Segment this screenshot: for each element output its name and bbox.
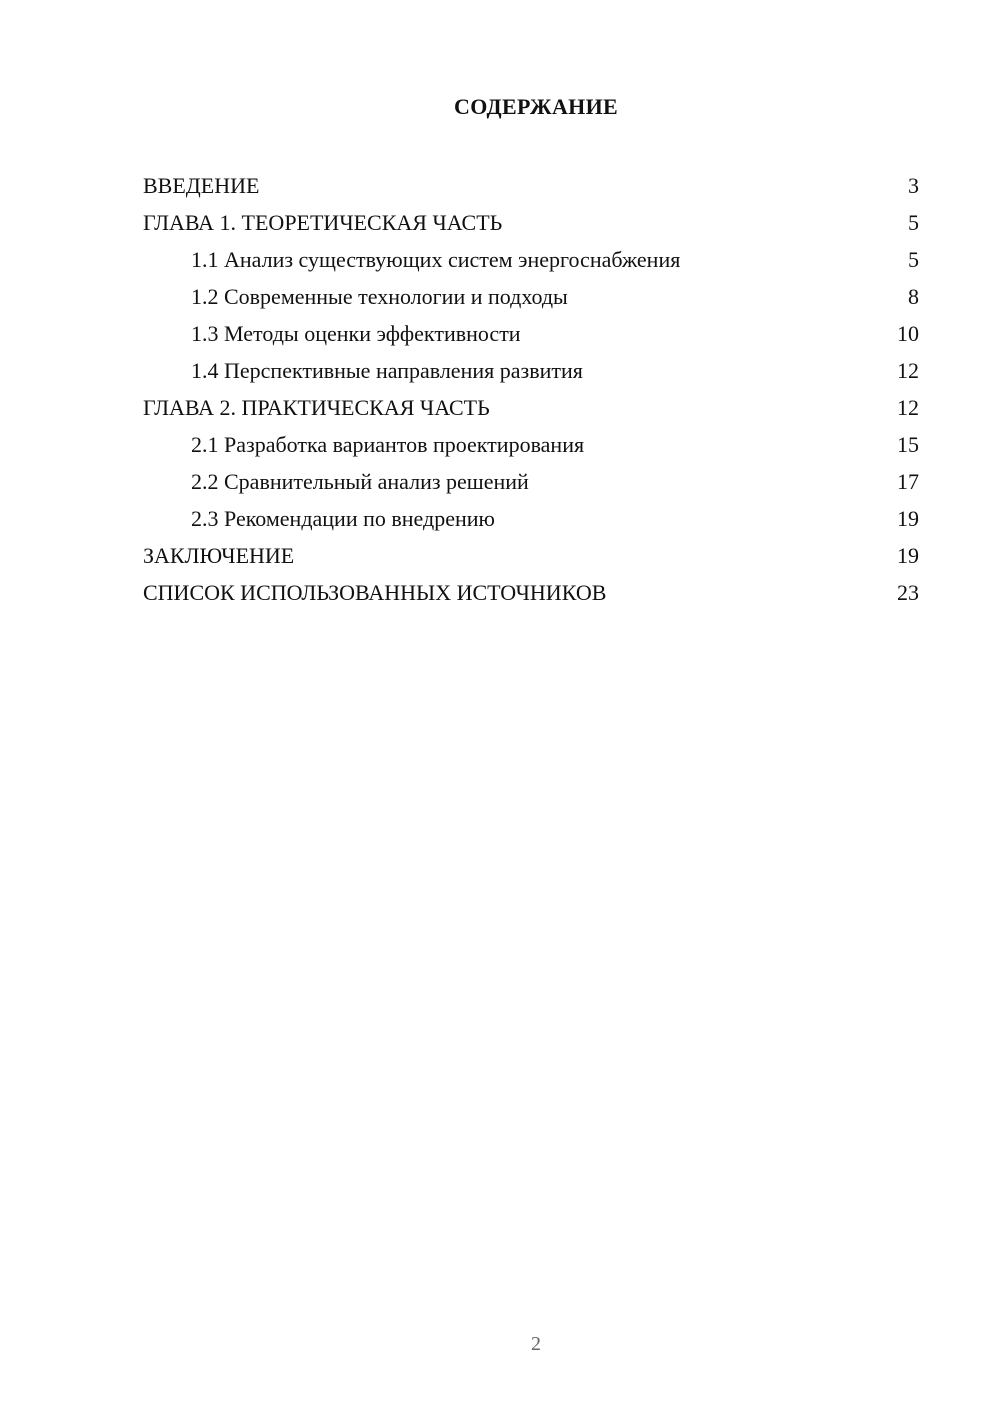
toc-entry-label: СПИСОК ИСПОЛЬЗОВАННЫХ ИСТОЧНИКОВ [143,580,607,605]
page-number: 2 [531,1333,541,1355]
toc-entry-label: 1.2 Современные технологии и подходы [191,284,568,309]
toc-entry-label: ГЛАВА 2. ПРАКТИЧЕСКАЯ ЧАСТЬ [143,395,490,420]
toc-entry-references [143,574,919,611]
toc-entry-conclusion [143,537,919,574]
toc-entry-page: 5 [908,210,919,235]
toc-entry-page: 17 [897,469,919,494]
toc-entry-page: 10 [897,321,919,346]
toc-entry-chapter-2 [143,389,919,426]
toc-entry-label: 2.3 Рекомендации по внедрению [191,506,495,531]
toc-entry-chapter-1 [143,204,919,241]
toc-entry-page: 15 [897,432,919,457]
toc-entry-page: 12 [897,395,919,420]
table-of-contents [143,167,919,611]
toc-entry-page: 23 [897,580,919,605]
toc-entry-label: 1.1 Анализ существующих систем энергоснабжения [191,247,681,272]
toc-entry-introduction [143,167,919,204]
toc-entry-label: 2.1 Разработка вариантов проектирования [191,432,585,457]
toc-entry-section-2-2 [143,463,919,500]
toc-entry-page: 19 [897,543,919,568]
toc-entry-page: 5 [908,247,919,272]
toc-entry-section-1-1 [143,241,919,278]
toc-entry-label: 1.4 Перспективные направления развития [191,358,583,383]
toc-entry-label: ВВЕДЕНИЕ [143,173,260,198]
toc-entry-section-1-2 [143,278,919,315]
toc-entry-label: ЗАКЛЮЧЕНИЕ [143,543,295,568]
toc-entry-page: 12 [897,358,919,383]
toc-entry-label: ГЛАВА 1. ТЕОРЕТИЧЕСКАЯ ЧАСТЬ [143,210,503,235]
toc-entry-page: 19 [897,506,919,531]
toc-entry-section-2-1 [143,426,919,463]
toc-entry-page: 3 [908,173,919,198]
toc-entry-label: 2.2 Сравнительный анализ решений [191,469,529,494]
toc-entry-section-1-3 [143,315,919,352]
page-title: СОДЕРЖАНИЕ [454,94,618,119]
toc-entry-label: 1.3 Методы оценки эффективности [191,321,521,346]
toc-entry-section-1-4 [143,352,919,389]
toc-entry-section-2-3 [143,500,919,537]
toc-entry-page: 8 [908,284,919,309]
